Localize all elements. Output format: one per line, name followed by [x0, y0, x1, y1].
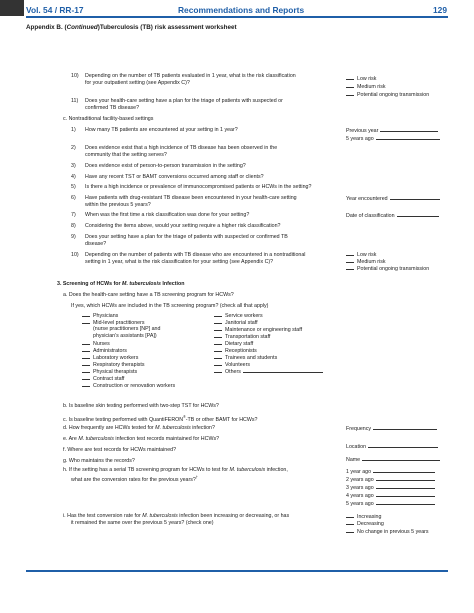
question-text: Is there a high incidence or prevalence of immunocompromised patients or HCWs in the setting?: [85, 184, 312, 190]
question-text: b. Is baseline skin testing performed with two-step TST for HCWs?: [63, 403, 219, 409]
worker-option-construction[interactable]: Construction or renovation workers: [82, 382, 175, 390]
footer-rule: [26, 570, 448, 572]
previous-year-field[interactable]: Previous year: [346, 127, 438, 135]
question-text: what are the conversion rates for the previous years?†: [71, 475, 198, 483]
question-text: Does evidence exist of person-to-person transmission in the setting?: [85, 163, 246, 169]
five-years-ago-field[interactable]: 5 years ago: [346, 135, 440, 143]
section-3-heading: 3. Screening of HCWs for M. tuberculosis Infection: [57, 281, 185, 287]
question-number: 6): [71, 195, 76, 201]
risk-option-low[interactable]: Low risk: [346, 75, 376, 83]
question-text: g. Who maintains the records?: [63, 458, 135, 464]
question-text: a. Does the health-care setting have a TB screening program for HCWs?: [63, 292, 234, 298]
worker-option-transportation[interactable]: Transportation staff: [214, 333, 270, 341]
question-number: 1): [71, 127, 76, 133]
journal-volume: Vol. 54 / RR-17: [26, 5, 84, 15]
worker-option-trainees[interactable]: Trainees and students: [214, 354, 277, 362]
question-number: 8): [71, 223, 76, 229]
question-number: 11): [71, 98, 79, 104]
question-number: 2): [71, 145, 76, 151]
worker-option-janitorial[interactable]: Janitorial staff: [214, 319, 258, 327]
name-field[interactable]: Name: [346, 456, 440, 464]
section-c-heading: c. Nontraditional facility-based settings: [63, 116, 154, 122]
question-text: c. Is baseline testing performed with QuantiFERON®-TB or other BAMT for HCWs?: [63, 415, 258, 423]
risk-option-low[interactable]: Low risk: [346, 251, 376, 259]
question-subtext: If yes, which HCWs are included in the TB screening program? (check all that apply): [71, 303, 269, 309]
question-text: Does evidence exist that a high incidence of TB disease has been observed in the: [85, 145, 278, 151]
worker-option-physicians[interactable]: Physicians: [82, 312, 118, 320]
question-number: 3): [71, 163, 76, 169]
question-text: Depending on the number of TB patients evaluated in 1 year, what is the risk classification: [85, 73, 296, 79]
question-number: 10): [71, 73, 79, 79]
worker-option-receptionists[interactable]: Receptionists: [214, 347, 257, 355]
worker-option-administrators[interactable]: Administrators: [82, 347, 127, 355]
worker-option-contract[interactable]: Contract staff: [82, 375, 124, 383]
worker-option-others[interactable]: Others: [214, 368, 323, 376]
question-text: How many TB patients are encountered at your setting in 1 year?: [85, 127, 238, 133]
worker-option-mid-level[interactable]: Mid-level practitioners: [82, 319, 145, 327]
conversion-year-1[interactable]: 1 year ago: [346, 468, 435, 476]
worker-option-note: (nurse practitioners [NP] and: [93, 326, 161, 332]
trend-option-increasing[interactable]: Increasing: [346, 513, 381, 521]
question-text: Have any recent TST or BAMT conversions occurred among staff or clients?: [85, 174, 264, 180]
risk-option-potential[interactable]: Potential ongoing transmission: [346, 265, 429, 273]
question-number: 4): [71, 174, 76, 180]
header-rule: [26, 16, 448, 18]
worker-option-maintenance[interactable]: Maintenance or engineering staff: [214, 326, 302, 334]
worker-option-laboratory[interactable]: Laboratory workers: [82, 354, 138, 362]
question-number: 10): [71, 252, 79, 258]
trend-option-decreasing[interactable]: Decreasing: [346, 520, 384, 528]
risk-option-potential[interactable]: Potential ongoing transmission: [346, 91, 429, 99]
worksheet-title: Appendix B. (Continued)Tuberculosis (TB) risk assessment worksheet: [26, 24, 237, 31]
question-text: Considering the items above, would your setting require a higher risk classification?: [85, 223, 281, 229]
location-field[interactable]: Location: [346, 443, 438, 451]
question-text: Does your health-care setting have a plan for the triage of patients with suspected or: [85, 98, 283, 104]
question-text: Depending on the number of patients with TB disease who are encountered in a nontraditional: [85, 252, 306, 258]
question-text: d. How frequently are HCWs tested for M. tuberculosis infection?: [63, 425, 215, 431]
frequency-field[interactable]: Frequency: [346, 425, 437, 433]
worker-option-note: physician’s assistants [PA]): [93, 333, 157, 339]
question-text: h. If the setting has a serial TB screening program for HCWs to test for M. tuberculosis infection,: [63, 467, 288, 473]
question-text: Does your setting have a plan for the triage of patients with suspected or confirmed TB: [85, 234, 288, 240]
conversion-year-4[interactable]: 4 years ago: [346, 492, 435, 500]
question-text: within the previous 5 years?: [85, 202, 151, 208]
conversion-year-5[interactable]: 5 years ago: [346, 500, 435, 508]
page-number: 129: [433, 5, 447, 15]
question-number: 7): [71, 212, 76, 218]
conversion-year-2[interactable]: 2 years ago: [346, 476, 435, 484]
conversion-year-3[interactable]: 3 years ago: [346, 484, 435, 492]
section-title: Recommendations and Reports: [178, 5, 305, 15]
question-text: setting in 1 year, what is the risk classification for your setting (see Appendix C)?: [85, 259, 274, 265]
question-text: community that the setting serves?: [85, 152, 167, 158]
question-text: Have patients with drug-resistant TB disease been encountered in your health-care setting: [85, 195, 297, 201]
worker-option-nurses[interactable]: Nurses: [82, 340, 110, 348]
question-text: for your outpatient setting (see Appendix C)?: [85, 80, 190, 86]
question-text: i. Has the test conversion rate for M. tuberculosis infection been increasing or decreasing, or has: [63, 513, 290, 519]
question-text: disease?: [85, 241, 107, 247]
date-of-classification-field[interactable]: Date of classification: [346, 212, 439, 220]
year-encountered-field[interactable]: Year encountered: [346, 195, 440, 203]
question-text: When was the first time a risk classification was done for your setting?: [85, 212, 250, 218]
question-text: e. Are M. tuberculosis infection test records maintained for HCWs?: [63, 436, 220, 442]
question-number: 9): [71, 234, 76, 240]
question-number: 5): [71, 184, 76, 190]
response-blank[interactable]: [0, 15, 24, 16]
worker-option-service[interactable]: Service workers: [214, 312, 263, 320]
question-text: f. Where are test records for HCWs maintained?: [63, 447, 177, 453]
question-text: it remained the same over the previous 5 years? (check one): [71, 520, 214, 526]
question-text: confirmed TB disease?: [85, 105, 140, 111]
worker-option-volunteers[interactable]: Volunteers: [214, 361, 250, 369]
worker-option-respiratory[interactable]: Respiratory therapists: [82, 361, 145, 369]
trend-option-no-change[interactable]: No change in previous 5 years: [346, 528, 429, 536]
worker-option-physical[interactable]: Physical therapists: [82, 368, 137, 376]
risk-option-medium[interactable]: Medium risk: [346, 258, 386, 266]
risk-option-medium[interactable]: Medium risk: [346, 83, 386, 91]
worker-option-dietary[interactable]: Dietary staff: [214, 340, 253, 348]
